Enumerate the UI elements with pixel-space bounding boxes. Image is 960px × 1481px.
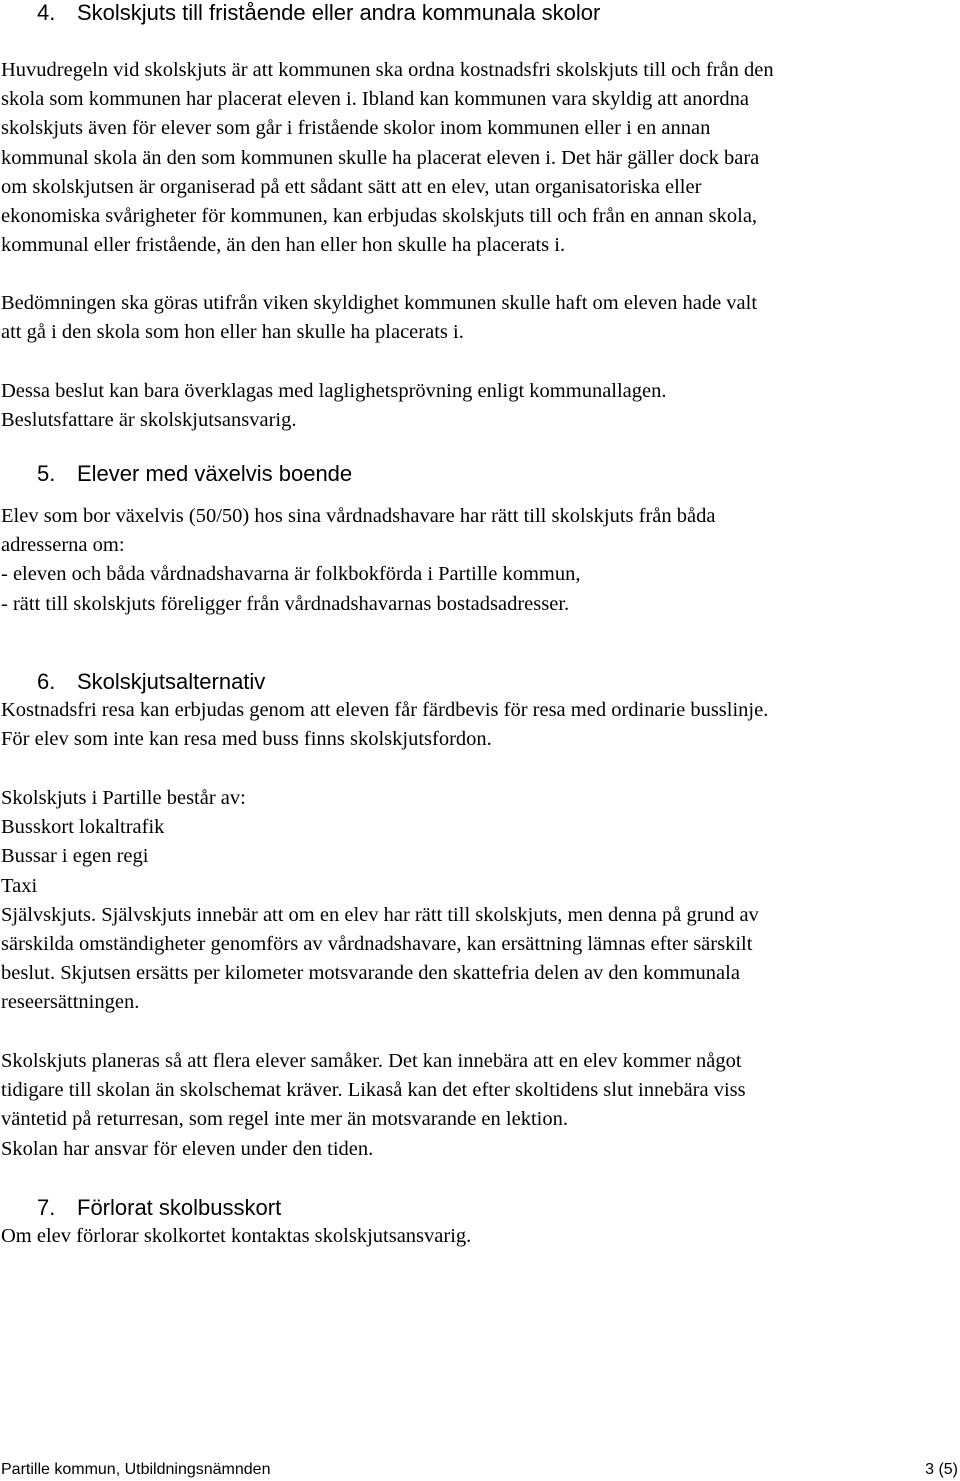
paragraph xyxy=(1,1047,959,1164)
text-line: Beslutsfattare är skolskjutsansvarig. xyxy=(1,409,297,432)
text-line: Bedömningen ska göras utifrån viken skyldighet kommunen skulle haft om eleven hade valt xyxy=(1,292,758,314)
footer-organization: Partille kommun, Utbildningsnämnden xyxy=(1,1461,271,1478)
list-item: Busskort lokaltrafik xyxy=(1,816,165,839)
text-line: om skolskjutsen är organiserad på ett sådant sätt att en elev, utan organisatoriska eller xyxy=(1,175,702,198)
section-number: 4. xyxy=(37,0,56,25)
text-line: Dessa beslut kan bara överklagas med laglighetsprövning enligt kommunallagen. xyxy=(1,380,667,402)
paragraph xyxy=(1,289,959,347)
list-item: Bussar i egen regi xyxy=(1,845,149,868)
list-item: Taxi xyxy=(1,874,38,897)
section-heading-7 xyxy=(37,1195,281,1221)
text-line: Skolskjuts i Partille består av: xyxy=(1,787,246,809)
text-line: skolskjuts även för elever som går i fristående skolor inom kommunen eller i en annan xyxy=(1,117,711,140)
list-item: - eleven och båda vårdnadshavarna är folkbokförda i Partille kommun, xyxy=(1,563,581,586)
paragraph xyxy=(1,56,959,260)
text-line: Skolan har ansvar för eleven under den tiden. xyxy=(1,1137,374,1160)
text-line: För elev som inte kan resa med buss finns skolskjutsfordon. xyxy=(1,728,492,751)
text-line: skola som kommunen har placerat eleven i. Ibland kan kommunen vara skyldig att anordna xyxy=(1,88,750,111)
footer-page-number: 3 (5) xyxy=(925,1461,958,1478)
section-title: Förlorat skolbusskort xyxy=(77,1195,282,1220)
text-line: tidigare till skolan än skolschemat kräver. Likaså kan det efter skoltidens slut innebära viss xyxy=(1,1079,746,1102)
section-number: 5. xyxy=(37,461,56,486)
section-heading-4 xyxy=(37,0,600,26)
text-line: att gå i den skola som hon eller han skulle ha placerats i. xyxy=(1,321,464,344)
text-line: Huvudregeln vid skolskjuts är att kommunen ska ordna kostnadsfri skolskjuts till och från den xyxy=(1,59,774,81)
text-line: kommunal eller fristående, än den han eller hon skulle ha placerats i. xyxy=(1,234,566,257)
list-item: - rätt till skolskjuts föreligger från vårdnadshavarnas bostadsadresser. xyxy=(1,592,570,615)
paragraph xyxy=(1,377,959,435)
text-line: väntetid på returresan, som regel inte mer än motsvarande en lektion. xyxy=(1,1108,568,1131)
paragraph xyxy=(1,1222,959,1251)
text-line: Skolskjuts planeras så att flera elever samåker. Det kan innebära att en elev kommer något xyxy=(1,1050,742,1072)
list-item: Självskjuts. Självskjuts innebär att om en elev har rätt till skolskjuts, men denna på grund av xyxy=(1,903,759,926)
paragraph xyxy=(1,784,959,1018)
paragraph xyxy=(1,502,959,619)
section-title: Elever med växelvis boende xyxy=(77,461,353,486)
section-title: Skolskjuts till fristående eller andra kommunala skolor xyxy=(77,0,601,25)
section-heading-6 xyxy=(37,669,265,695)
section-title: Skolskjutsalternativ xyxy=(77,669,266,694)
text-line: särskilda omständigheter genomförs av vårdnadshavare, kan ersättning lämnas efter särskilt xyxy=(1,933,753,956)
section-number: 6. xyxy=(37,669,56,694)
text-line: Elev som bor växelvis (50/50) hos sina vårdnadshavare har rätt till skolskjuts från båda xyxy=(1,505,716,527)
text-line: adresserna om: xyxy=(1,534,125,557)
text-line: ekonomiska svårigheter för kommunen, kan erbjudas skolskjuts till och från en annan skola, xyxy=(1,205,758,228)
section-number: 7. xyxy=(37,1195,56,1220)
text-line: Om elev förlorar skolkortet kontaktas skolskjutsansvarig. xyxy=(1,1225,472,1247)
text-line: beslut. Skjutsen ersätts per kilometer motsvarande den skattefria delen av den kommunala xyxy=(1,962,740,985)
text-line: kommunal skola än den som kommunen skulle ha placerat eleven i. Det här gäller dock bara xyxy=(1,146,760,169)
section-heading-5 xyxy=(37,461,352,487)
paragraph xyxy=(1,696,959,754)
text-line: reseersättningen. xyxy=(1,991,140,1014)
text-line: Kostnadsfri resa kan erbjudas genom att eleven får färdbevis för resa med ordinarie busslinje. xyxy=(1,699,769,721)
